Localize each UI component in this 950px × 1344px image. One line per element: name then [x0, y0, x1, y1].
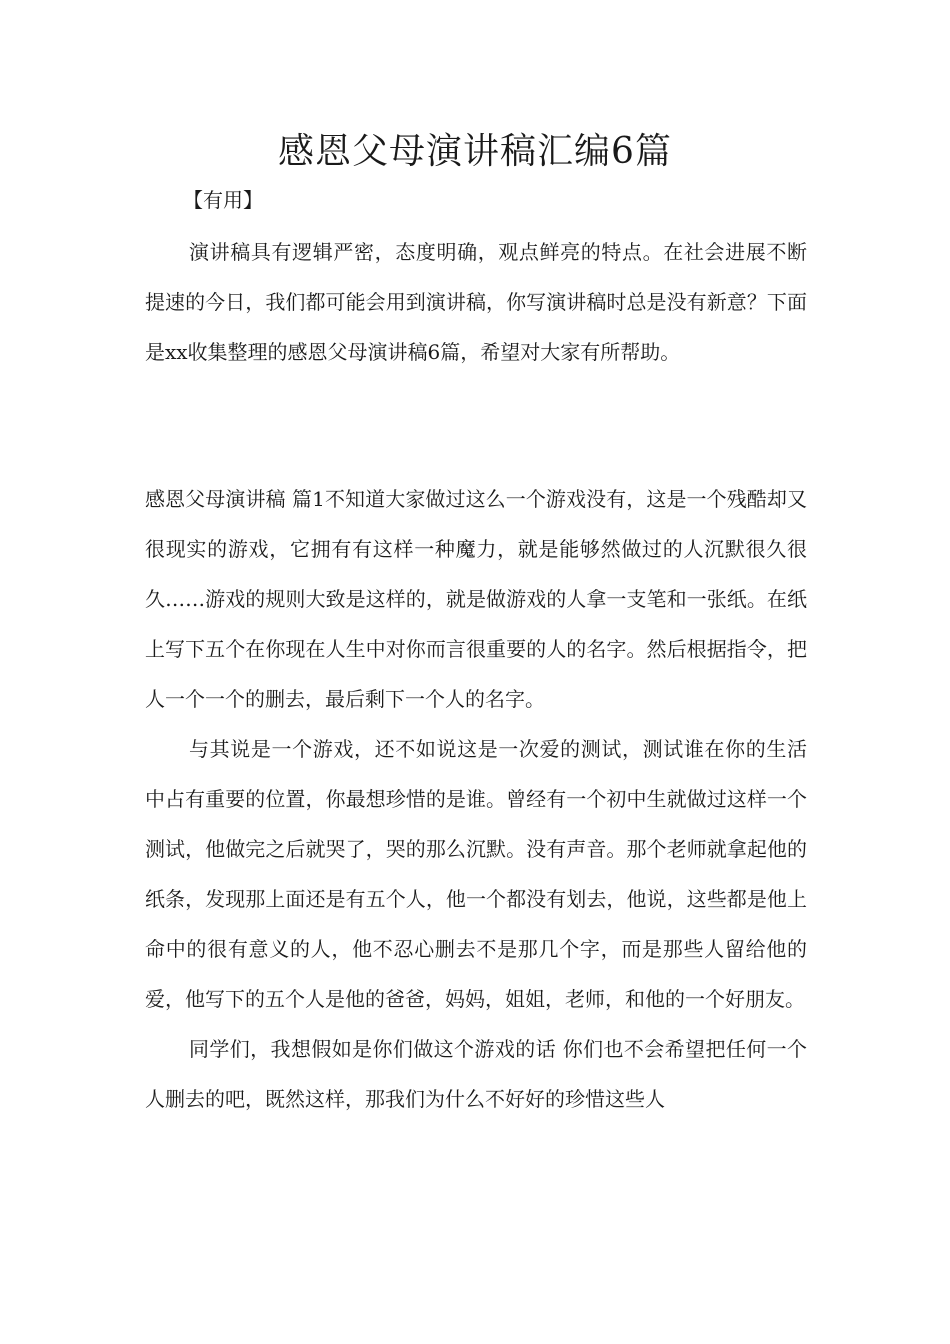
section-1-first-paragraph — [145, 474, 807, 724]
speech-section-1 — [145, 474, 807, 1124]
intro-paragraph: 演讲稿具有逻辑严密，态度明确，观点鲜亮的特点。在社会进展不断提速的今日，我们都可能会用到演讲稿，你写演讲稿时总是没有新意？下面是xx收集整理的感恩父母演讲稿6篇，希望对大家有所帮助。 — [145, 240, 807, 364]
section-1-paragraph-3: 同学们，我想假如是你们做这个游戏的话 你们也不会希望把任何一个人删去的吧，既然这样，那我们为什么不好好的珍惜这些人 — [145, 1037, 807, 1111]
document-tag: 【有用】 — [183, 188, 263, 212]
section-1-paragraph-2: 与其说是一个游戏，还不如说这是一次爱的测试，测试谁在你的生活中占有重要的位置，你最想珍惜的是谁。曾经有一个初中生就做过这样一个测试，他做完之后就哭了，哭的那么沉默。没有声音。那个老师就拿起他的纸条，发现那上面还是有五个人，他一个都没有划去，他说，这些都是他上命中的很有意义的人，他不忍心删去不是那几个字，而是那些人留给他的爱，他写下的五个人是他的爸爸，妈妈，姐姐，老师，和他的一个好朋友。 — [145, 737, 807, 1011]
section-1-heading: 感恩父母演讲稿 篇1 — [145, 487, 325, 511]
document-title: 感恩父母演讲稿汇编6篇 — [278, 131, 672, 172]
section-1-first-text: 不知道大家做过这么一个游戏没有，这是一个残酷却又很现实的游戏，它拥有有这样一种魔力，就是能够然做过的人沉默很久很久……游戏的规则大致是这样的，就是做游戏的人拿一支笔和一张纸。在纸上写下五个在你现在人生中对你而言很重要的人的名字。然后根据指令，把人一个一个的删去，最后剩下一个人的名字。 — [145, 487, 807, 711]
intro-section — [145, 227, 807, 377]
